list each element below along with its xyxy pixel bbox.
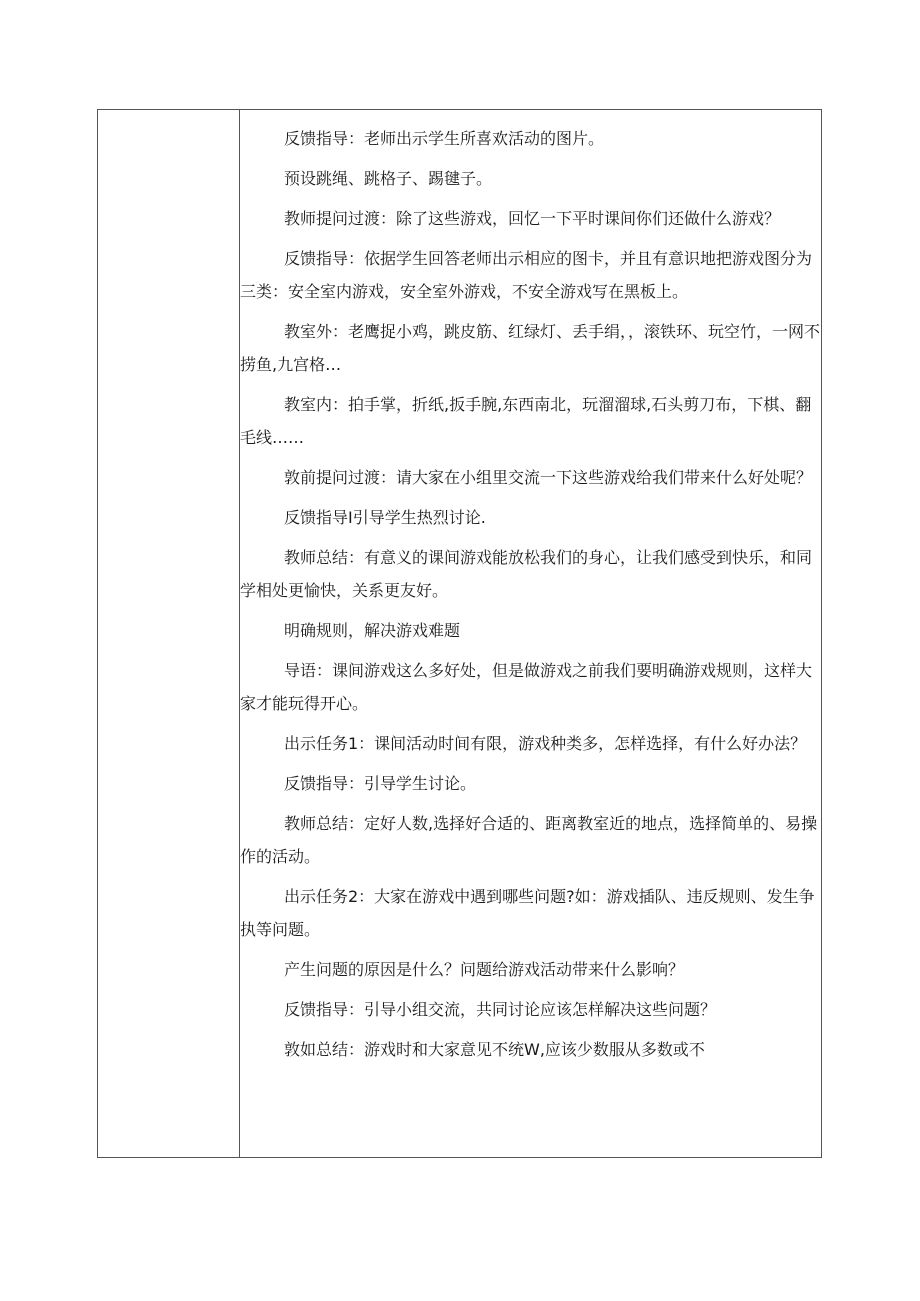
- paragraph-problem-cause: 产生问题的原因是什么？问题给游戏活动带来什么影响？: [284, 960, 685, 979]
- paragraph-indoor-games: 教室内：拍手掌，折纸,扳手腕,东西南北，玩溜溜球,石头剪刀布，下棋、翻毛线……: [240, 395, 812, 447]
- lesson-table: [97, 109, 822, 1158]
- paragraph-teacher-question: 教师提问过渡：除了这些游戏，回忆一下平时课间你们还做什么游戏？: [284, 209, 781, 228]
- paragraph-preset-games: 预设跳绳、跳格子、踢毽子。: [284, 169, 493, 188]
- paragraph-task-1: 出示任务1：课间活动时间有限，游戏种类多，怎样选择，有什么好办法？: [284, 734, 807, 753]
- paragraph-summary-partial: 敦如总结：游戏时和大家意见不统W,应该少数服从多数或不: [284, 1040, 705, 1059]
- paragraph-feedback-categories: 反馈指导：依据学生回答老师出示相应的图卡，并且有意识地把游戏图分为三类：安全室内游戏，安全室外游戏，不安全游戏写在黑板上。: [240, 249, 813, 301]
- paragraph-feedback-task-1: 反馈指导：引导学生讨论。: [284, 774, 477, 793]
- paragraph-section-heading: 明确规则，解决游戏难题: [284, 621, 461, 640]
- paragraph-outdoor-games: 教室外：老鹰捉小鸡，跳皮筋、红绿灯、丢手绢，，滚铁环、玩空竹，一网不捞鱼,九宫格…: [240, 322, 821, 374]
- paragraph-task-2: 出示任务2：大家在游戏中遇到哪些问题?如：游戏插队、违反规则、发生争执等问题。: [240, 887, 815, 939]
- paragraph-teacher-summary-1: 教师总结：有意义的课间游戏能放松我们的身心，让我们感受到快乐，和同学相处更愉快，关系更友好。: [240, 548, 813, 600]
- paragraph-group-question: 敦前提问过渡：请大家在小组里交流一下这些游戏给我们带来什么好处呢？: [284, 468, 813, 487]
- paragraph-feedback-group: 反馈指导：引导小组交流，共同讨论应该怎样解决这些问题？: [284, 1000, 717, 1019]
- left-column-cell: [98, 110, 240, 1157]
- content-cell: [240, 110, 821, 1157]
- paragraph-feedback-pictures: 反馈指导：老师出示学生所喜欢活动的图片。: [284, 129, 605, 148]
- paragraph-feedback-discussion: 反馈指导I引导学生热烈讨论.: [284, 508, 486, 527]
- paragraph-intro: 导语：课间游戏这么多好处，但是做游戏之前我们要明确游戏规则，这样大家才能玩得开心。: [240, 661, 813, 713]
- paragraph-teacher-summary-2: 教师总结：定好人数,选择好合适的、距离教室近的地点，选择简单的、易操作的活动。: [240, 814, 818, 866]
